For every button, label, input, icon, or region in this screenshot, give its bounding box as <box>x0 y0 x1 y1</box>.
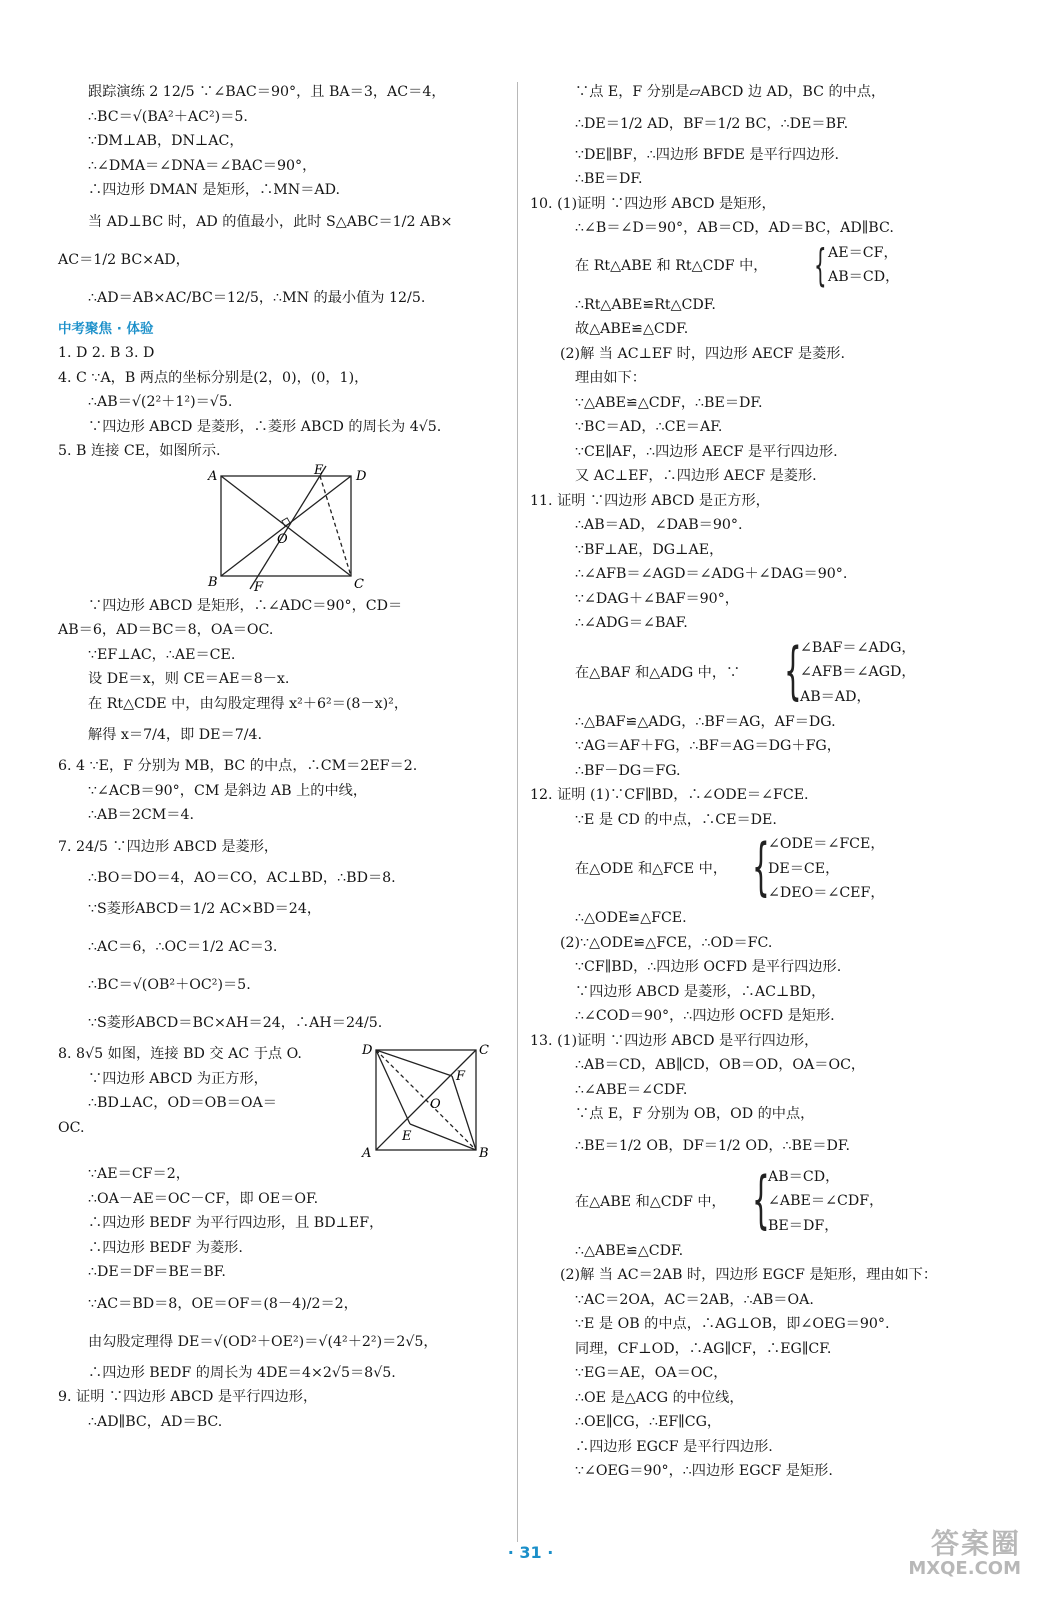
brace-glyph: { <box>784 633 802 707</box>
text-line: ∵∠OEG＝90°，∴四边形 EGCF 是矩形. <box>575 1463 833 1479</box>
vertex-label: A <box>208 468 218 484</box>
vertex-label: B <box>479 1146 489 1160</box>
text-line: ∵DE∥BF，∴四边形 BFDE 是平行四边形. <box>575 146 840 163</box>
rectangle-diagram <box>58 464 513 594</box>
text-line: ∴∠DMA＝∠DNA＝∠BAC＝90°， <box>88 157 317 174</box>
text-line: ∴AD∥BC，AD＝BC. <box>88 1413 223 1430</box>
text-line: 6. 4 ∵E，F 分别为 MB，BC 的中点，∴CM＝2EF＝2. <box>58 758 418 774</box>
vertex-label: C <box>479 1043 489 1058</box>
text-line: ∴OA－AE＝OC－CF，即 OE＝OF. <box>88 1190 319 1207</box>
condition-item: AB＝AD， <box>800 688 871 705</box>
text-line: ∵S菱形ABCD＝1/2 AC×BD＝24， <box>88 901 322 917</box>
text-line: 13. (1)证明 ∵四边形 ABCD 是平行四边形， <box>530 1032 819 1049</box>
condition-item: ∠BAF＝∠ADG， <box>800 639 916 656</box>
point-label: F <box>456 1069 466 1084</box>
brace-glyph: { <box>752 830 770 903</box>
text-line: 10. (1)证明 ∵四边形 ABCD 是矩形， <box>530 195 776 212</box>
text-line: 在△BAF 和△ADG 中，∵ <box>575 664 741 681</box>
column-divider <box>517 82 518 1542</box>
text-line: ∴BC＝√(BA²＋AC²)＝5. <box>88 108 248 125</box>
text-line: 11. 证明 ∵四边形 ABCD 是正方形， <box>530 492 770 509</box>
vertex-label: A <box>362 1146 372 1160</box>
text-line: ∴四边形 BEDF 的周长为 4DE＝4×2√5＝8√5. <box>88 1364 396 1381</box>
text-line: ∵DM⊥AB，DN⊥AC， <box>88 133 244 149</box>
point-label: O <box>277 531 288 547</box>
text-line: 5. B 连接 CE，如图所示. <box>58 443 221 459</box>
rectangle-figure <box>58 464 513 594</box>
text-line: ∴BE＝DF. <box>575 171 643 187</box>
square-diagram <box>360 1042 490 1160</box>
text-line: ∵E 是 CD 的中点，∴CE＝DE. <box>575 811 777 828</box>
text-line: 7. 24/5 ∵四边形 ABCD 是菱形， <box>58 838 279 855</box>
text-line: AB＝6，AD＝BC＝8，OA＝OC. <box>58 622 274 638</box>
text-line: ∵EG＝AE，OA＝OC， <box>575 1365 728 1381</box>
text-line: 跟踪演练 2 12/5 ∵∠BAC＝90°，且 BA＝3，AC＝4， <box>88 84 446 100</box>
text-line: 同理，CF⊥OD，∴AG∥CF，∴EG∥CF. <box>575 1340 832 1357</box>
brace-glyph: { <box>814 239 827 291</box>
text-line: ∵点 E，F 分别为 OB，OD 的中点， <box>575 1106 815 1122</box>
text-line: ∵∠ACB＝90°，CM 是斜边 AB 上的中线， <box>88 782 368 799</box>
text-line: ∵AC＝BD＝8，OE＝OF＝(8－4)/2＝2， <box>88 1295 358 1312</box>
text-line: ∵点 E，F 分别是▱ABCD 边 AD，BC 的中点， <box>575 84 886 100</box>
text-line: ∵AC＝2OA，AC＝2AB，∴AB＝OA. <box>575 1291 814 1308</box>
text-line: ∴DE＝DF＝BE＝BF. <box>88 1264 226 1280</box>
text-line: 在 Rt△CDE 中，由勾股定理得 x²＋6²＝(8－x)²， <box>88 695 409 712</box>
page-number: · 31 · <box>507 1543 554 1562</box>
text-line: ∴OE 是△ACG 的中位线， <box>575 1389 744 1406</box>
text-line: 理由如下： <box>575 370 646 386</box>
text-line: ∵AE＝CF＝2， <box>88 1166 190 1182</box>
text-line: 解得 x＝7/4，即 DE＝7/4. <box>88 727 263 743</box>
text-line: 在△ODE 和△FCE 中， <box>575 861 728 877</box>
text-line: ∵EF⊥AC，∴AE＝CE. <box>88 646 236 663</box>
condition-item: ∠ABE＝∠CDF， <box>768 1193 884 1209</box>
text-line: ∴∠B＝∠D＝90°，AB＝CD，AD＝BC，AD∥BC. <box>575 220 894 236</box>
text-line: ∵四边形 ABCD 是矩形，∴∠ADC＝90°，CD＝ <box>88 597 403 614</box>
text-line: ∴四边形 BEDF 为菱形. <box>88 1239 243 1256</box>
condition-item: AB＝CD， <box>828 269 900 285</box>
condition-brace <box>530 633 1020 710</box>
condition-item: ∠DEO＝∠CEF， <box>768 885 885 901</box>
text-line: ∴BF－DG＝FG. <box>575 762 681 779</box>
point-label: O <box>430 1097 441 1112</box>
text-line: ∴△BAF≌△ADG，∴BF＝AG，AF＝DG. <box>575 713 836 730</box>
text-line: 故△ABE≌△CDF. <box>575 321 689 337</box>
text-line: ∴△ABE≌△CDF. <box>575 1242 684 1259</box>
text-line: ∴AC＝6，∴OC＝1/2 AC＝3. <box>88 939 278 955</box>
text-line: ∵E 是 OB 的中点，∴AG⊥OB，即∠OEG＝90°. <box>575 1316 890 1332</box>
text-line: ∴BD⊥AC，OD＝OB＝OA＝ <box>88 1095 277 1111</box>
watermark-url: MXQE.COM <box>908 1558 1021 1579</box>
text-line: ∵四边形 ABCD 是菱形，∴菱形 ABCD 的周长为 4√5. <box>88 418 442 435</box>
text-line: 又 AC⊥EF，∴四边形 AECF 是菱形. <box>575 468 817 484</box>
text-line: AC＝1/2 BC×AD， <box>58 251 190 268</box>
brace-glyph: { <box>752 1162 770 1236</box>
text-line: ∴∠ADG＝∠BAF. <box>575 615 688 631</box>
text-line: 在 Rt△ABE 和 Rt△CDF 中， <box>575 257 768 274</box>
watermark <box>821 1522 1021 1582</box>
text-line: 设 DE＝x，则 CE＝AE＝8－x. <box>88 671 290 687</box>
text-line: ∴∠COD＝90°，∴四边形 OCFD 是矩形. <box>575 1008 835 1024</box>
condition-item: BE＝DF， <box>768 1217 839 1234</box>
text-line: ∴BC＝√(OB²＋OC²)＝5. <box>88 977 251 993</box>
text-line: ∴四边形 EGCF 是平行四边形. <box>575 1438 773 1455</box>
text-line: ∵BF⊥AE，DG⊥AE， <box>575 541 724 558</box>
text-line: ∵BC＝AD，∴CE＝AF. <box>575 419 723 435</box>
watermark-logo-text: 答案圈 <box>930 1527 1021 1560</box>
text-line: 12. 证明 (1)∵CF∥BD，∴∠ODE＝∠FCE. <box>530 787 809 803</box>
text-line: ∴AB＝AD，∠DAB＝90°. <box>575 517 743 533</box>
text-line: 8. 8√5 如图，连接 BD 交 AC 于点 O. <box>58 1046 302 1062</box>
right-column <box>530 80 1020 1484</box>
text-line: 9. 证明 ∵四边形 ABCD 是平行四边形， <box>58 1389 318 1405</box>
condition-item: ∠AFB＝∠AGD， <box>800 664 916 680</box>
text-line: ∴∠AFB＝∠AGD＝∠ADG＋∠DAG＝90°. <box>575 566 848 582</box>
text-line: ∵∠DAG＋∠BAF＝90°， <box>575 590 739 607</box>
condition-item: AE＝CF， <box>828 244 898 261</box>
text-line: ∵CE∥AF，∴四边形 AECF 是平行四边形. <box>575 443 838 460</box>
square-problem <box>58 1042 513 1162</box>
text-line: ∴OE∥CG，∴EF∥CG， <box>575 1414 722 1430</box>
condition-item: AB＝CD， <box>768 1168 840 1185</box>
point-label: F <box>254 579 264 594</box>
text-line: 4. C ∵A，B 两点的坐标分别是(2，0)，(0，1)， <box>58 369 369 386</box>
text-line: (2)解 当 AC＝2AB 时，四边形 EGCF 是矩形，理由如下： <box>560 1267 938 1283</box>
text-line: (2)∵△ODE≌△FCE，∴OD＝FC. <box>560 934 773 951</box>
condition-brace <box>530 241 1020 293</box>
text-line: ∴AB＝√(2²＋1²)＝√5. <box>88 394 233 410</box>
text-line: ∵四边形 ABCD 是菱形，∴AC⊥BD， <box>575 983 826 1000</box>
condition-item: ∠ODE＝∠FCE， <box>768 836 885 852</box>
condition-brace <box>530 832 1020 906</box>
text-line: ∵四边形 ABCD 为正方形， <box>88 1070 268 1087</box>
text-line: ∴DE＝1/2 AD，BF＝1/2 BC，∴DE＝BF. <box>575 115 849 132</box>
text-line: 由勾股定理得 DE＝√(OD²＋OE²)＝√(4²＋2²)＝2√5， <box>88 1333 438 1350</box>
text-line: 在△ABE 和△CDF 中， <box>575 1193 726 1210</box>
text-line: ∴∠ABE＝∠CDF. <box>575 1081 688 1098</box>
text-line: ∴Rt△ABE≌Rt△CDF. <box>575 296 716 313</box>
text-line: ∴四边形 DMAN 是矩形，∴MN＝AD. <box>88 182 341 198</box>
text-line: (2)解 当 AC⊥EF 时，四边形 AECF 是菱形. <box>560 345 845 362</box>
text-line: 1. D 2. B 3. D <box>58 345 155 361</box>
condition-brace <box>530 1162 1020 1239</box>
text-line: ∴AB＝CD，AB∥CD，OB＝OD，OA＝OC， <box>575 1057 866 1073</box>
vertex-label: D <box>362 1043 373 1058</box>
section-heading: 中考聚焦 · 体验 <box>58 320 154 337</box>
vertex-label: C <box>354 576 364 592</box>
vertex-label: D <box>356 468 367 484</box>
text-line: ∴四边形 BEDF 为平行四边形，且 BD⊥EF， <box>88 1215 384 1231</box>
text-line: ∴BE＝1/2 OB，DF＝1/2 OD，∴BE＝DF. <box>575 1137 851 1154</box>
point-label: E <box>402 1129 412 1144</box>
vertex-label: B <box>208 574 218 590</box>
text-line: ∵AG＝AF＋FG，∴BF＝AG＝DG＋FG， <box>575 738 841 754</box>
text-line: ∴AD＝AB×AC/BC＝12/5，∴MN 的最小值为 12/5. <box>88 289 426 306</box>
text-line: ∴△ODE≌△FCE. <box>575 910 687 926</box>
text-line: 当 AD⊥BC 时，AD 的值最小，此时 S△ABC＝1/2 AB× <box>88 213 453 230</box>
text-line: OC. <box>58 1119 85 1136</box>
text-line: ∴AB＝2CM＝4. <box>88 807 195 823</box>
left-column <box>58 80 513 1434</box>
text-line: ∵△ABE≌△CDF，∴BE＝DF. <box>575 394 763 411</box>
text-line: ∵CF∥BD，∴四边形 OCFD 是平行四边形. <box>575 959 842 975</box>
text-line: ∵S菱形ABCD＝BC×AH＝24，∴AH＝24/5. <box>88 1015 383 1031</box>
condition-item: DE＝CE， <box>768 860 840 877</box>
text-line: ∴BO＝DO＝4，AO＝CO，AC⊥BD，∴BD＝8. <box>88 869 396 886</box>
point-label: E <box>314 463 324 478</box>
